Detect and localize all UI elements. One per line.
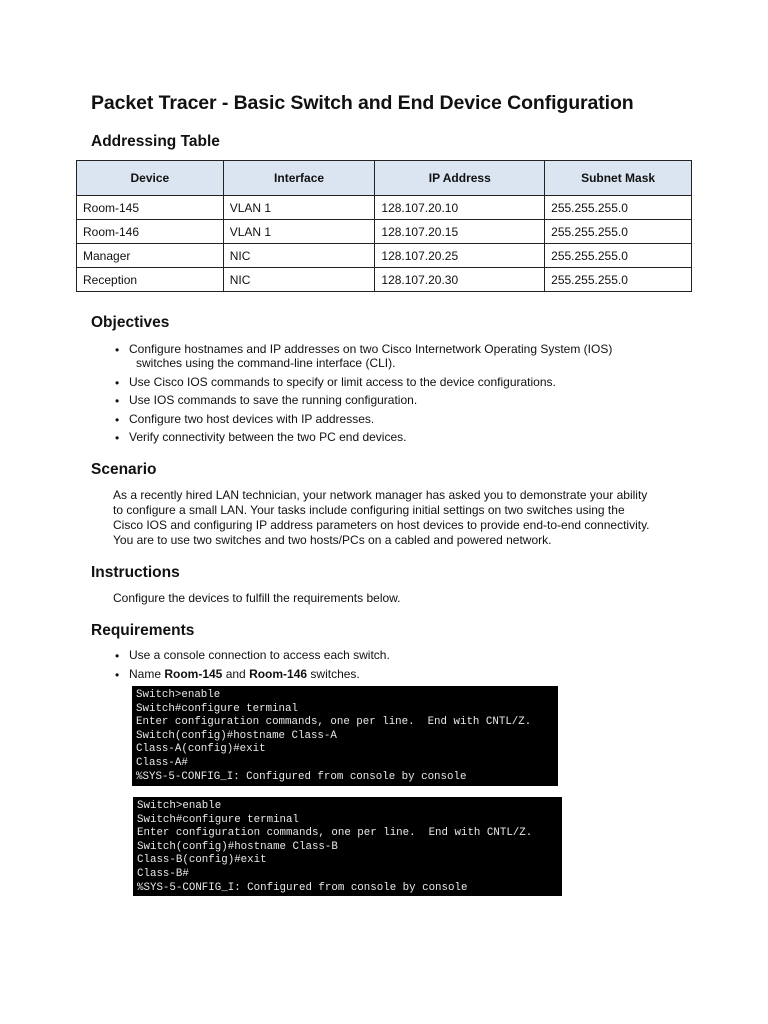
list-item [112,342,612,370]
terminal-line: Switch(config)#hostname Class-B [137,840,338,853]
scenario-line: to configure a small LAN. Your tasks include configuring initial settings on two switches using the [113,503,625,517]
table-cell: Manager [77,244,224,268]
column-header-interface: Interface [223,161,375,196]
terminal-line: Switch>enable [137,800,222,812]
table-row [77,196,692,220]
page-title: Packet Tracer - Basic Switch and End Device Configuration [91,92,634,114]
table-header-row [77,161,692,196]
column-header-ip-address: IP Address [375,161,545,196]
table-cell: Room-145 [77,196,224,220]
list-item: • Verify connectivity between the two PC end devices. [112,430,612,444]
requirement-text: and [222,666,250,681]
terminal-line: Class-B(config)#exit [137,854,267,867]
requirements-heading: Requirements [91,622,195,639]
column-header-subnet-mask: Subnet Mask [545,161,692,196]
terminal-line: Switch#configure terminal [136,702,298,715]
list-item: • Use Cisco IOS commands to specify or limit access to the device configurations. [112,375,612,389]
table-cell: Room-146 [77,220,224,244]
terminal-line: Class-A(config)#exit [136,743,266,756]
table-cell: NIC [223,268,375,292]
list-item: • Use a console connection to access each switch. [112,648,390,662]
scenario-heading: Scenario [91,461,157,478]
terminal-screenshot-class-a [132,686,558,786]
table-cell: 128.107.20.25 [375,244,545,268]
terminal-line: Switch#configure terminal [137,813,299,826]
scenario-paragraph [113,488,693,548]
terminal-screenshot-class-b [133,797,562,896]
terminal-line: Enter configuration commands, one per line. End with CNTL/Z. [137,827,533,840]
table-row [77,244,692,268]
table-cell: Reception [77,268,224,292]
table-cell: VLAN 1 [223,220,375,244]
switch-name-room-145: Room-145 [164,666,223,681]
table-cell: 255.255.255.0 [545,220,692,244]
column-header-device: Device [77,161,224,196]
addressing-table-heading: Addressing Table [91,133,220,150]
terminal-line: Switch>enable [136,689,221,701]
requirements-list [112,648,390,685]
table-cell: NIC [223,244,375,268]
list-item [112,667,390,681]
table-cell: VLAN 1 [223,196,375,220]
table-row [77,220,692,244]
table-cell: 255.255.255.0 [545,244,692,268]
terminal-line: %SYS-5-CONFIG_I: Configured from console by console [136,770,467,783]
objective-text-continued: switches using the command-line interface (CLI). [136,356,396,370]
objective-text: Configure hostnames and IP addresses on two Cisco Internetwork Operating System (IOS) [129,342,613,356]
table-cell: 255.255.255.0 [545,268,692,292]
table-cell: 128.107.20.10 [375,196,545,220]
list-item: • Configure two host devices with IP addresses. [112,412,612,426]
scenario-line: Cisco IOS and configuring IP address parameters on host devices to provide end-to-end connectivity. [113,518,650,532]
objectives-heading: Objectives [91,314,170,331]
terminal-line: Class-B# [137,867,189,880]
instructions-text: Configure the devices to fulfill the requirements below. [113,591,401,605]
instructions-heading: Instructions [91,564,180,581]
table-cell: 255.255.255.0 [545,196,692,220]
terminal-line: Switch(config)#hostname Class-A [136,729,337,742]
objectives-list [112,342,612,449]
requirement-text: switches. [307,666,360,681]
requirement-text: Name [129,666,165,681]
terminal-line: %SYS-5-CONFIG_I: Configured from console by console [137,881,468,894]
table-cell: 128.107.20.15 [375,220,545,244]
terminal-line: Enter configuration commands, one per line. End with CNTL/Z. [136,716,532,729]
table-cell: 128.107.20.30 [375,268,545,292]
scenario-line: You are to use two switches and two hosts/PCs on a cabled and powered network. [113,533,552,547]
terminal-line: Class-A# [136,756,188,769]
switch-name-room-146: Room-146 [249,666,308,681]
table-row [77,268,692,292]
list-item: • Use IOS commands to save the running configuration. [112,393,612,407]
addressing-table [76,160,692,292]
scenario-line: As a recently hired LAN technician, your network manager has asked you to demonstrate your ability [113,488,648,502]
